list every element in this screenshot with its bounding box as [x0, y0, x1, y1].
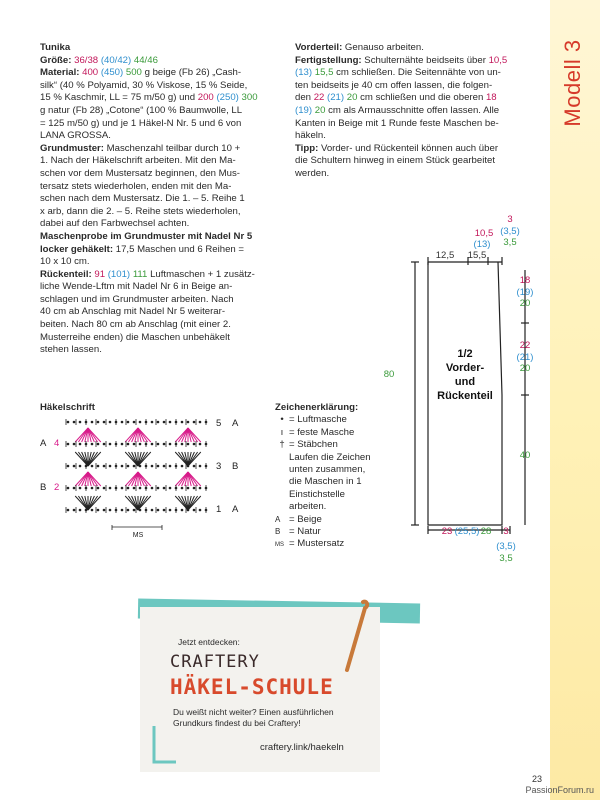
- legend: [275, 402, 395, 552]
- legend-note-5: arbeiten.: [289, 501, 327, 513]
- row-label-3-color: B: [232, 461, 239, 472]
- dim-shoulder-35b: 3,5: [503, 237, 517, 248]
- row-label-1-color: A: [232, 504, 239, 515]
- promo-corner-arrow-icon: [150, 722, 180, 768]
- promo-kicker: Jetzt entdecken:: [178, 637, 240, 647]
- ms-label: MS: [132, 532, 144, 539]
- row-label-5: 5: [216, 418, 222, 429]
- legend-natur: B = Natur: [275, 526, 321, 538]
- dim-bottom-3: 3: [503, 526, 509, 537]
- dim-bottom-35a: (3,5): [496, 541, 516, 552]
- chart-symbols: [66, 419, 207, 513]
- size-line: Größe: 36/38 (40/42) 44/46: [40, 54, 158, 66]
- promo-link[interactable]: craftery.link/haekeln: [260, 742, 344, 753]
- dim-arm-20: 20: [519, 298, 531, 309]
- garment-schematic: [380, 205, 540, 575]
- dim-shoulder-3: 3: [507, 214, 513, 225]
- legend-single: ı = feste Masche: [280, 426, 355, 438]
- row-label-4: 4: [54, 438, 60, 449]
- dim-bottom-width-c: 28: [480, 526, 492, 537]
- grundmuster-paragraph: Grundmuster: Maschenzahl teilbar durch 10 + 1. Nach der Häkelschrift arbeiten. Mit den Ma- schen vor dem Mustersatz beginnen, den Mus- tersatz stets wiederholen, enden mit den Ma- schen nach dem Mustersatz. Die 1. – 5. Reihe 1 x arb, dann die 2. – 5. Reihe stets wiederholen, dabei auf den Farbwechsel achten.: [40, 142, 245, 230]
- sidebar: [550, 0, 600, 800]
- legend-dc: † = Stäbchen: [279, 439, 338, 451]
- dim-bottom-width-b: (25,5): [454, 526, 480, 537]
- tipp-paragraph: Tipp: Vorder- und Rückenteil können auch über die Schultern hinweg in einem Stück gearbeitet werden.: [295, 142, 499, 179]
- page-number: 23: [531, 774, 542, 784]
- row-label-1: 1: [216, 504, 222, 515]
- crochet-hook-icon: [335, 598, 375, 678]
- legend-beige: A = Beige: [275, 513, 322, 525]
- vorderteil-paragraph: Vorderteil: Genauso arbeiten.: [295, 42, 424, 53]
- legend-note-1: Laufen die Zeichen: [289, 451, 371, 463]
- row-label-3: 3: [216, 461, 222, 472]
- row-label-2: 2: [54, 482, 60, 493]
- promo-brand: CRAFTERY: [170, 652, 260, 672]
- row-label-2-color: B: [40, 482, 47, 493]
- maschenprobe-paragraph: Maschenprobe im Grundmuster mit Nadel Nr 5 locker gehäkelt: 17,5 Maschen und 6 Reihen = 10 x 10 cm.: [40, 230, 253, 268]
- dim-arm-18: 18: [519, 275, 531, 286]
- legend-note-4: Einstichstelle: [289, 488, 345, 500]
- promo-body-2: Grundkurs findest du bei Craftery!: [173, 718, 301, 728]
- crochet-chart: [36, 412, 246, 542]
- dim-height: 80: [383, 369, 395, 380]
- schematic-label-2: Vorder-: [445, 362, 485, 374]
- dim-top-105: 10,5: [474, 228, 494, 239]
- fertigstellung-paragraph: Fertigstellung: Schulternähte beidseits über 10,5 (13) 15,5 cm schließen. Die Seitennähte von un- ten beidseits je 40 cm offen lassen, die folgen- den 22 (21) 20 cm schließen und die oberen 18 (19) 20 cm als Armausschnitte offen lassen. Alle Kanten in Beige mit 1 Runde feste Maschen be- häkeln.: [295, 54, 508, 142]
- promo-body-1: Du weißt nicht weiter? Einen ausführlichen: [173, 707, 334, 717]
- legend-ms: MS = Mustersatz: [275, 538, 345, 550]
- legend-chain: • = Luftmasche: [280, 414, 347, 426]
- model-label-box: [550, 0, 600, 160]
- dim-arm-19: (19): [516, 287, 534, 298]
- schematic-label-3: und: [454, 376, 476, 388]
- left-column: [40, 42, 280, 357]
- promo-headline: HÄKEL-SCHULE: [170, 675, 334, 699]
- row-label-4-color: A: [40, 438, 47, 449]
- legend-note-2: unten zusammen,: [289, 464, 366, 476]
- chart-title: Häkelschrift: [40, 402, 95, 413]
- material-paragraph: Material: 400 (450) 500 g beige (Fb 26) „Cash- silk“ (40 % Polyamid, 30 % Viskose, 15 % Seide, 15 % Kaschmir, LL = 75 m/50 g) und 200 (250) 300 g natur (Fb 28) „Cotone“ (100 % Baumwolle, LL = 125 m/50 g) und je 1 Häkel-N Nr. 5 und 6 von LANA GROSSA.: [40, 67, 258, 142]
- right-column: [295, 42, 540, 181]
- dim-bottom-35b: 3,5: [499, 553, 513, 564]
- dim-top-13: (13): [473, 239, 491, 250]
- rueckenteil-paragraph: Rückenteil: 91 (101) 111 Luftmaschen + 1 zusätz- liche Wende-Lftm mit Nadel Nr 6 in Beige an- schlagen und im Grundmuster arbeiten. Nach 40 cm ab Anschlag mit Nadel Nr 5 weiterar- beiten. Nach 80 cm ab Anschlag (mit einer 2. Musterreihe enden) die Maschen unbehäkelt stehen lassen.: [40, 268, 255, 356]
- dim-top-left: 12,5: [435, 250, 455, 261]
- dim-bottom-width-a: 23: [441, 526, 453, 537]
- schematic-label-4: Rückenteil: [437, 390, 493, 402]
- model-label: Modell 3: [560, 39, 585, 127]
- dim-mid-21: (21): [516, 352, 534, 363]
- row-label-5-color: A: [232, 418, 239, 429]
- dim-top-right: 15,5: [467, 250, 487, 261]
- schematic-label-1: 1/2: [457, 348, 473, 360]
- legend-title: Zeichenerklärung:: [275, 402, 359, 413]
- dim-mid-22: 22: [519, 340, 531, 351]
- pattern-title: Tunika: [40, 42, 71, 53]
- dim-bottom-40: 40: [519, 450, 531, 461]
- legend-note-3: die Maschen in 1: [289, 476, 362, 488]
- dim-mid-20: 20: [519, 363, 531, 374]
- dim-shoulder-35a: (3,5): [500, 226, 520, 237]
- watermark: PassionForum.ru: [525, 785, 594, 795]
